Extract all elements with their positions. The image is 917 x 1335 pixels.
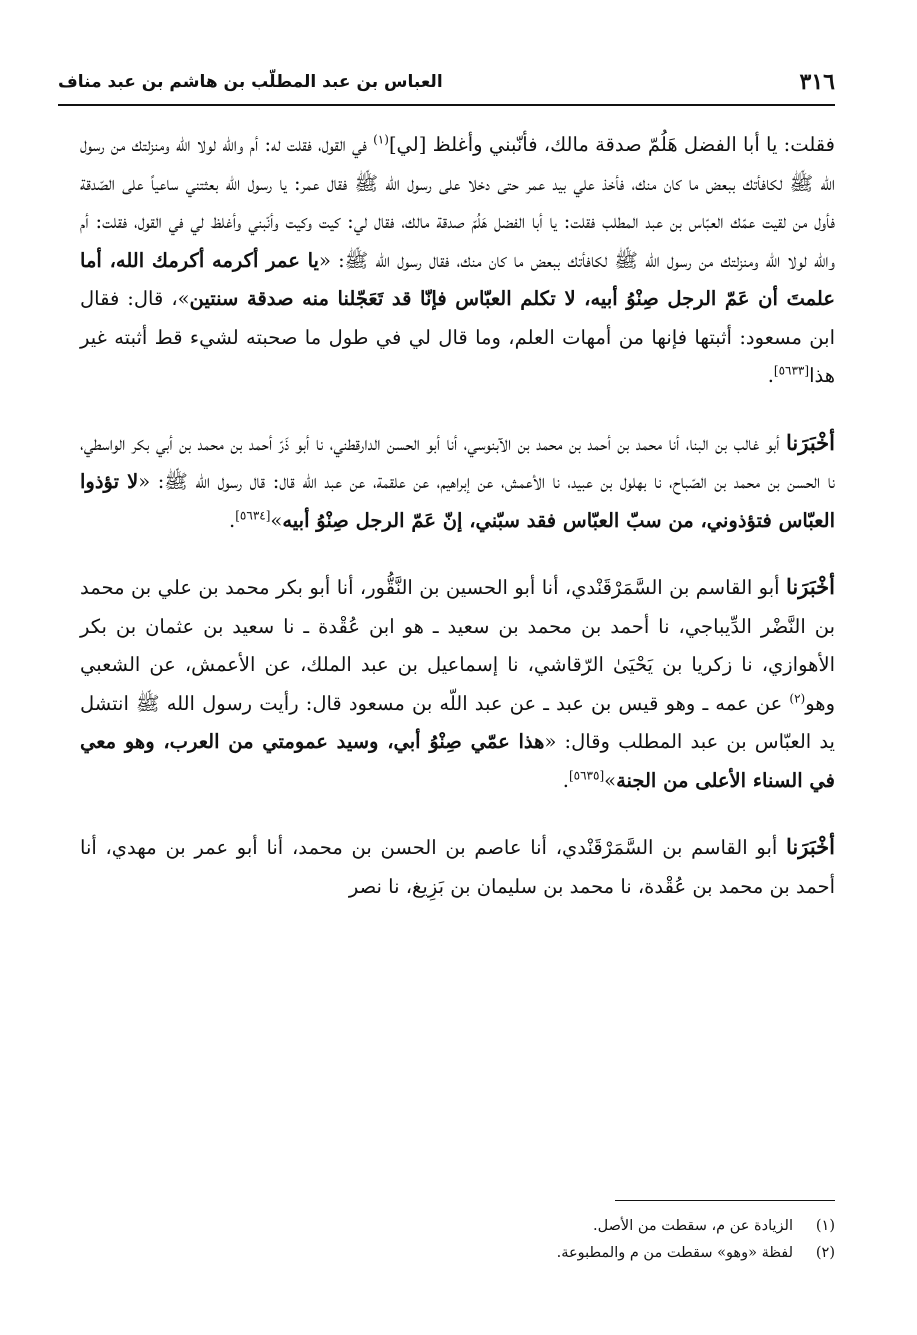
running-title: العباس بن عبد المطلّب بن هاشم بن عبد مناف [58,72,443,92]
footnote-number: (١) [815,1218,835,1234]
text-segment: » [270,508,283,532]
paragraph [80,424,835,541]
main-text [80,126,835,906]
hadith-text: يا عمر أكرمه أكرمك الله، أما علمتَ أن عَمّ الرجل صِنْوُ أبيه، لا تكلم العبّاس فإنّا قد تَعَجّلنا منه صدقة سنتين [80,248,835,310]
hadith-text: هذا عمّي صِنْوُ أبي، وسيد عمومتي من العرب، وهو معي في السناء الأعلى من الجنة [80,730,835,792]
footnotes [80,1213,835,1267]
footnote-number: (٢) [815,1245,835,1261]
reference-marker: (٢) [789,691,806,705]
text-segment: فقلت: يا أبا الفضل هَلُمّ صدقة مالك، فأنّبني وأغلظ [لي] [388,133,835,156]
isnad-lead-word: أخْبَرَنا [786,834,835,859]
text-segment: »، قال: فقال ابن مسعود: أثبتها فإنها من أمهات العلم، وما قال لي في طول ما صحبته لشيء قط أثبته غير هذا [80,287,835,387]
text-segment: . [562,768,569,792]
footnote-text: الزيادة عن م، سقطت من الأصل. [593,1218,793,1234]
page-number: ٣١٦ [799,69,835,95]
reference-marker: [٥٦٣٥] [568,768,605,782]
text-segment: » [604,768,617,792]
hadith-text: لا تؤذوا العبّاس فتؤذوني، من سبّ العبّاس فقد سبّني، إنّ عَمّ الرجل صِنْوُ أبيه [80,470,835,532]
isnad-lead-word: أخْبَرَنا [786,574,835,599]
footnote [80,1213,835,1240]
text-segment: أبو غالب بن البنا، أنا محمد بن أحمد بن محمد بن الآبنوسي، أنا أبو الحسن الدارقطني، نا أبو ذَرّ أحمد بن محمد بن أبي بكر الواسطي، نا الحسن بن محمد بن الصّباح، نا بهلول بن عبيد، نا الأعمش، عن إبراهيم، عن علقمة، عن عبد اللّه قال: قال رسول الله ﷺ: « [80,431,835,493]
isnad-lead-word: أخْبَرَنا [786,429,835,455]
text-segment: أبو القاسم بن السَّمَرْقَنْدي، أنا أبو الحسين بن النَّقُّور، أنا أبو بكر محمد بن علي بن محمد بن النَّضْر الدِّيباجي، نا أحمد بن محمد بن سعيد ـ هو ابن عُقْدة ـ نا سعيد بن عثمان بن بكر الأهوازي، نا زكريا بن يَحْيَىٰ الرّقاشي، نا إسماعيل بن عبد الملك، عن الأعمش، عن الشعبي وهو [80,576,835,715]
text-segment: . [229,508,236,532]
text-segment: في القول، فقلت له: أم والله لولا الله ومنزلتك من رسول الله ﷺ لكافأتك ببعض ما كان منك، فأخذ علي بيد عمر حتى دخلا على رسول الله ﷺ فقال عمر: يا رسول الله بعثتني ساعياً على الصّدقة فأول من لقيت عمّك العبّاس بن عبد المطلب فقلت: يا أبا الفضل هَلُمّ صدقة مالك، فقال لي: كيت وكيت وأنّبني وأغلظ لي في القول، فقلت: أم والله لولا الله ومنزلتك من رسول الله ﷺ لكافأتك ببعض ما كان منك، فقال رسول الله ﷺ: « [80,133,835,272]
footnote [80,1240,835,1267]
page-header [58,60,835,106]
reference-marker: [٥٦٣٣] [773,363,810,378]
paragraph [80,568,835,800]
paragraph [80,126,835,396]
footnote-divider [615,1200,835,1201]
reference-marker: [٥٦٣٤] [235,508,271,522]
text-segment: . [767,364,774,387]
text-segment: عن عمه ـ وهو قيس بن عبد ـ عن عبد اللّه بن مسعود قال: رأيت رسول الله ﷺ انتشل يد العبّاس بن عبد المطلب وقال: « [80,691,835,753]
reference-marker: (١) [373,132,389,147]
footnote-text: لفظة «وهو» سقطت من م والمطبوعة. [556,1245,793,1261]
paragraph [80,828,835,906]
text-segment: أبو القاسم بن السَّمَرْقَنْدي، أنا عاصم بن الحسن بن محمد، أنا أبو عمر بن مهدي، أنا أحمد بن محمد بن عُقْدة، نا محمد بن سليمان بن بَزِيغ، نا نصر [80,836,835,898]
